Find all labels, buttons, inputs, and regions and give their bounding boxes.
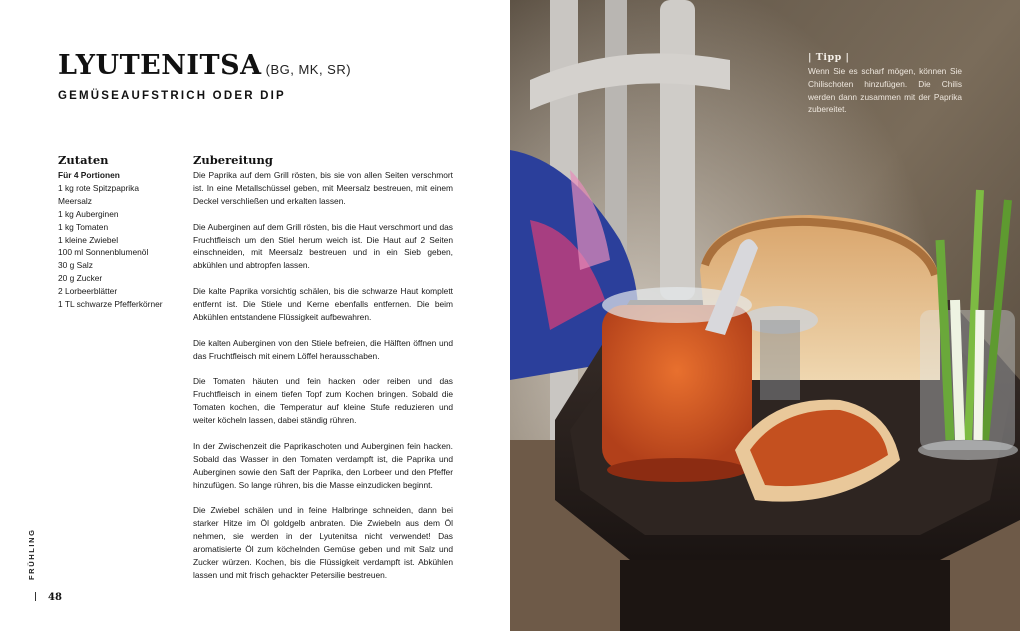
ingredients-column [58,153,183,311]
ingredient-item: 1 kleine Zwiebel [58,234,119,245]
section-label: FRÜHLING [27,528,36,580]
preparation-heading: Zubereitung [193,153,273,167]
tip-heading: | Tipp | [808,52,850,63]
ingredient-item: 1 kg rote Spitzpaprika [58,182,140,193]
page-title: LYUTENITSA [58,50,262,81]
tip-text: Wenn Sie es scharf mögen, können Sie Chilischoten hinzufügen. Die Chilis werden dann zusammen mit der Paprika zubereitet. [808,66,962,115]
ingredient-item: 20 g Zucker [58,273,103,284]
preparation-step: Die Paprika auf dem Grill rösten, bis sie von allen Seiten verschmort ist. In eine Metallschüssel geben, mit Meersalz bestreuen, mit einem Deckel verschließen und erkalten lassen. [193,170,453,206]
preparation-column [193,153,453,595]
tip-box [808,52,962,116]
preparation-step: Die Zwiebel schälen und in feine Halbringe schneiden, dann bei starker Hitze im Öl goldgelb anbraten. Die Zwiebeln aus dem Öl nehmen, sie werden in der Lyutenitsa nicht verwendet! Das aromatisierte Öl zum köchelnden Gemüse geben und mit Salz und Zucker würzen. Kochen, bis die Flüssigkeit verdampft ist. Abkühlen lassen und mit frisch gehackter Petersilie bestreuen. [193,505,453,580]
preparation-step: Die Auberginen auf dem Grill rösten, bis die Haut verschmort und das Fruchtfleisch um den Stiel herum weich ist. Die Haut auf 2 Seiten einschneiden, mit Meersalz bestreuen und in ein Sieb geben, abkühlen und abtropfen lassen. [193,221,453,271]
ingredient-item: 1 TL schwarze Pfefferkörner [58,299,163,310]
countries-label: (BG, MK, SR) [265,62,352,77]
page-subtitle: GEMÜSEAUFSTRICH ODER DIP [58,90,286,102]
ingredient-item: Meersalz [58,195,92,206]
ingredient-item: 1 kg Auberginen [58,208,119,219]
preparation-step: Die kalten Auberginen von den Stiele befreien, die Hälften öffnen und das Fruchtfleisch mit einem Löffel herausschaben. [193,337,453,361]
ingredient-item: 1 kg Tomaten [58,221,109,232]
ingredients-heading: Zutaten [58,153,109,167]
page-number: 48 [48,592,62,603]
section-divider [35,592,36,601]
ingredient-item: 2 Lorbeerblätter [58,286,118,297]
portions-label: Für 4 Portionen [58,170,120,180]
preparation-step: Die Tomaten häuten und fein hacken oder reiben und das Fruchtfleisch in einem tiefen Topf zum Kochen bringen. Sobald die Tomaten kochen, die Temperatur auf kleine Stufe reduzieren und weiter köcheln lassen, dabei ständig rühren. [193,376,453,426]
right-page-photo [510,0,1020,631]
preparation-step: In der Zwischenzeit die Paprikaschoten und Auberginen fein hacken. Sobald das Wasser in den Tomaten verdampft ist, die Paprika und Auberginen sowie den Saft der Paprika, den Lorbeer und den Pfeffer hinzufügen. So lange rühren, bis die Masse einzudicken beginnt. [193,440,453,490]
ingredient-item: 30 g Salz [58,260,93,271]
ingredient-item: 100 ml Sonnenblumenöl [58,247,149,258]
title-row [58,50,351,81]
preparation-step: Die kalte Paprika vorsichtig schälen, bis die schwarze Haut komplett entfernt ist. Die Stiele und Kerne ebenfalls entfernen. Die beim Abkühlen entstandene Flüssigkeit aufbewahren. [193,286,453,322]
